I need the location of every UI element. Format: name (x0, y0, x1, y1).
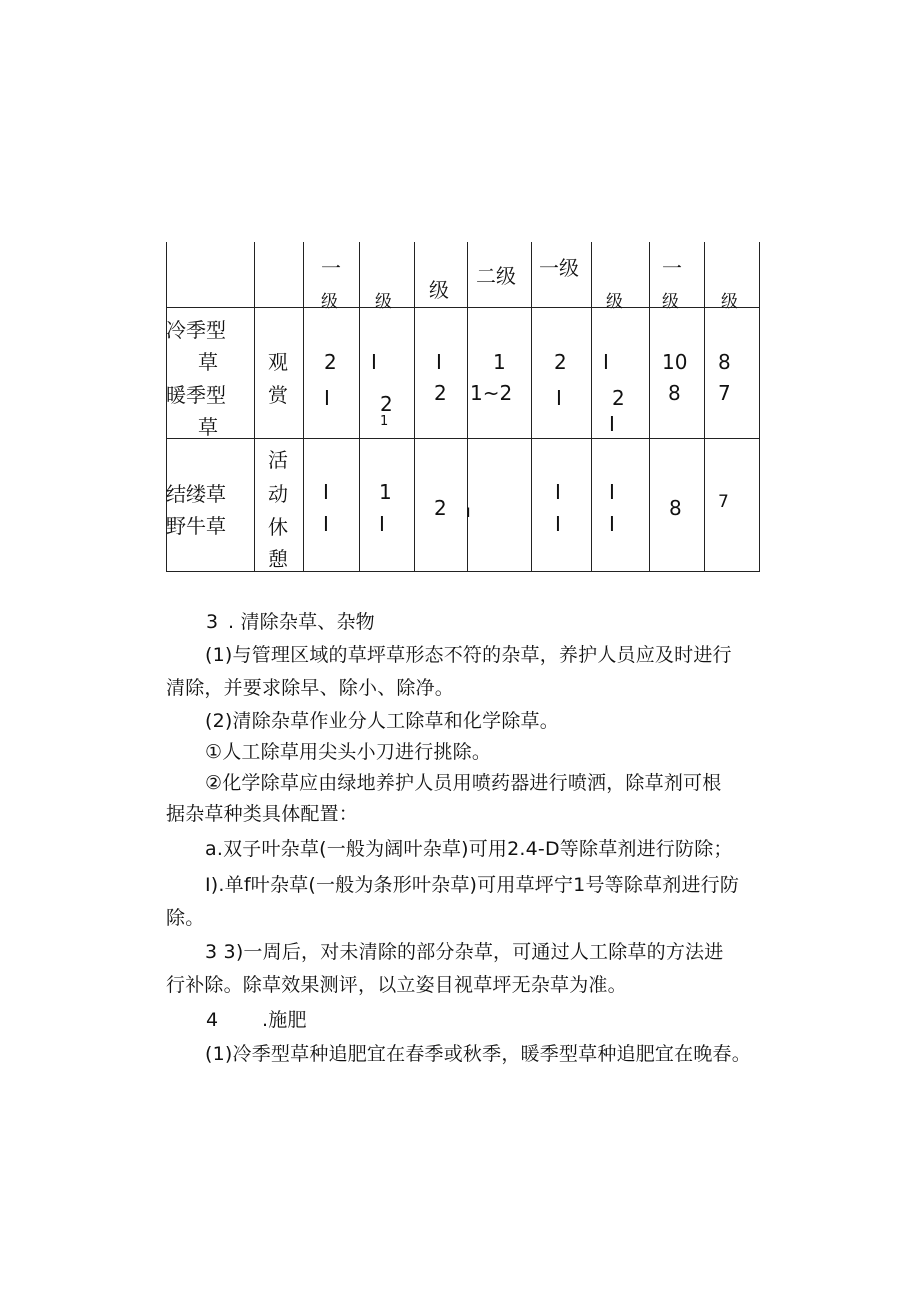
section-title: . 清除杂草、杂物 (228, 611, 375, 633)
table-rule (166, 571, 760, 572)
header-cell: 级 (721, 292, 738, 312)
table-rule (704, 242, 705, 572)
use-label: 观 (268, 350, 288, 374)
grade-value: 1~2 (470, 381, 513, 405)
grass-type-label: 野牛草 (166, 514, 226, 538)
grade-value: 1 (493, 350, 506, 374)
grade-value: 8 (669, 496, 682, 520)
grass-type-label: 冷季型 (166, 318, 226, 342)
paragraph-line: 3 3)一周后，对未清除的部分杂草，可通过人工除草的方法进 (205, 941, 724, 963)
section-number: 3 (206, 611, 219, 633)
grass-type-label: 草 (198, 350, 218, 374)
grade-value: I (379, 512, 385, 536)
use-label: 憩 (268, 547, 288, 571)
grade-value: I (436, 350, 442, 374)
grade-value: I (609, 512, 615, 536)
header-cell: 级 (662, 292, 679, 312)
grade-value: 2 (324, 350, 337, 374)
grade-value: I (323, 480, 329, 504)
use-label: 赏 (268, 383, 288, 407)
table-rule (254, 242, 255, 572)
paragraph-line: 行补除。除草效果测评，以立姿目视草坪无杂草为准。 (166, 974, 627, 996)
grade-value: 2 (434, 381, 447, 405)
grade-value: 7 (718, 381, 731, 405)
paragraph-line: 除。 (166, 907, 205, 929)
grade-value: 7 (718, 492, 729, 512)
grade-value: 1 (380, 414, 389, 429)
use-label: 活 (268, 448, 288, 472)
grade-value: 2 (380, 392, 393, 416)
maintenance-grade-table (166, 242, 760, 572)
use-label: 休 (268, 515, 288, 539)
grade-value: 2 (434, 496, 447, 520)
paragraph-line: (1)与管理区域的草坪草形态不符的杂草，养护人员应及时进行 (205, 644, 732, 666)
grade-value: 8 (718, 350, 731, 374)
header-cell: 级 (606, 292, 623, 312)
section-title: .施肥 (262, 1009, 307, 1031)
paragraph-line: (2)清除杂草作业分人工除草和化学除草。 (205, 710, 559, 732)
header-cell: 一 (321, 256, 341, 280)
paragraph-line: 据杂草种类具体配置： (166, 803, 359, 825)
grade-value: 1 (379, 480, 392, 504)
table-rule (303, 242, 304, 572)
grade-value: I (556, 386, 562, 410)
table-rule (359, 242, 360, 572)
grade-value: 2 (554, 350, 567, 374)
table-rule (759, 242, 760, 572)
table-rule (649, 242, 650, 572)
header-cell: 级 (429, 278, 449, 302)
header-cell: 一 (662, 256, 682, 280)
grass-type-label: 结缕草 (166, 482, 226, 506)
grade-value: I (603, 350, 609, 374)
paragraph-line: ①人工除草用尖头小刀进行挑除。 (205, 741, 492, 763)
table-rule (166, 438, 760, 439)
paragraph-line: 清除，并要求除早、除小、除净。 (166, 677, 455, 699)
table-rule (591, 242, 592, 572)
grade-value: I (324, 386, 330, 410)
grade-value: I (371, 350, 377, 374)
grade-value: 8 (668, 381, 681, 405)
header-cell: 一级 (539, 256, 579, 280)
paragraph-line: (1)冷季型草种追肥宜在春季或秋季，暖季型草种追肥宜在晚春。 (205, 1043, 751, 1065)
grass-type-label: 暖季型 (166, 383, 226, 407)
use-label: 动 (268, 482, 288, 506)
table-rule (531, 242, 532, 572)
header-cell: 二级 (476, 264, 516, 288)
grade-value: I (609, 412, 615, 436)
header-cell: 级 (321, 292, 338, 312)
grade-value: I (609, 480, 615, 504)
section-number: 4 (206, 1009, 219, 1031)
grade-value: I (323, 512, 329, 536)
paragraph-line: a.双子叶杂草(一般为阔叶杂草)可用2.4-D等除草剂进行防除； (205, 838, 733, 860)
grade-value: 2 (612, 386, 625, 410)
paragraph-line: I).单f叶杂草(一般为条形叶杂草)可用草坪宁1号等除草剂进行防 (205, 874, 740, 896)
grade-value: ı (466, 502, 471, 522)
table-rule (414, 242, 415, 572)
grade-value: I (555, 480, 561, 504)
grass-type-label: 草 (198, 415, 218, 439)
paragraph-line: ②化学除草应由绿地养护人员用喷药器进行喷洒，除草剂可根 (205, 772, 722, 794)
header-cell: 级 (375, 292, 392, 312)
grade-value: 10 (662, 350, 688, 374)
grade-value: I (555, 512, 561, 536)
